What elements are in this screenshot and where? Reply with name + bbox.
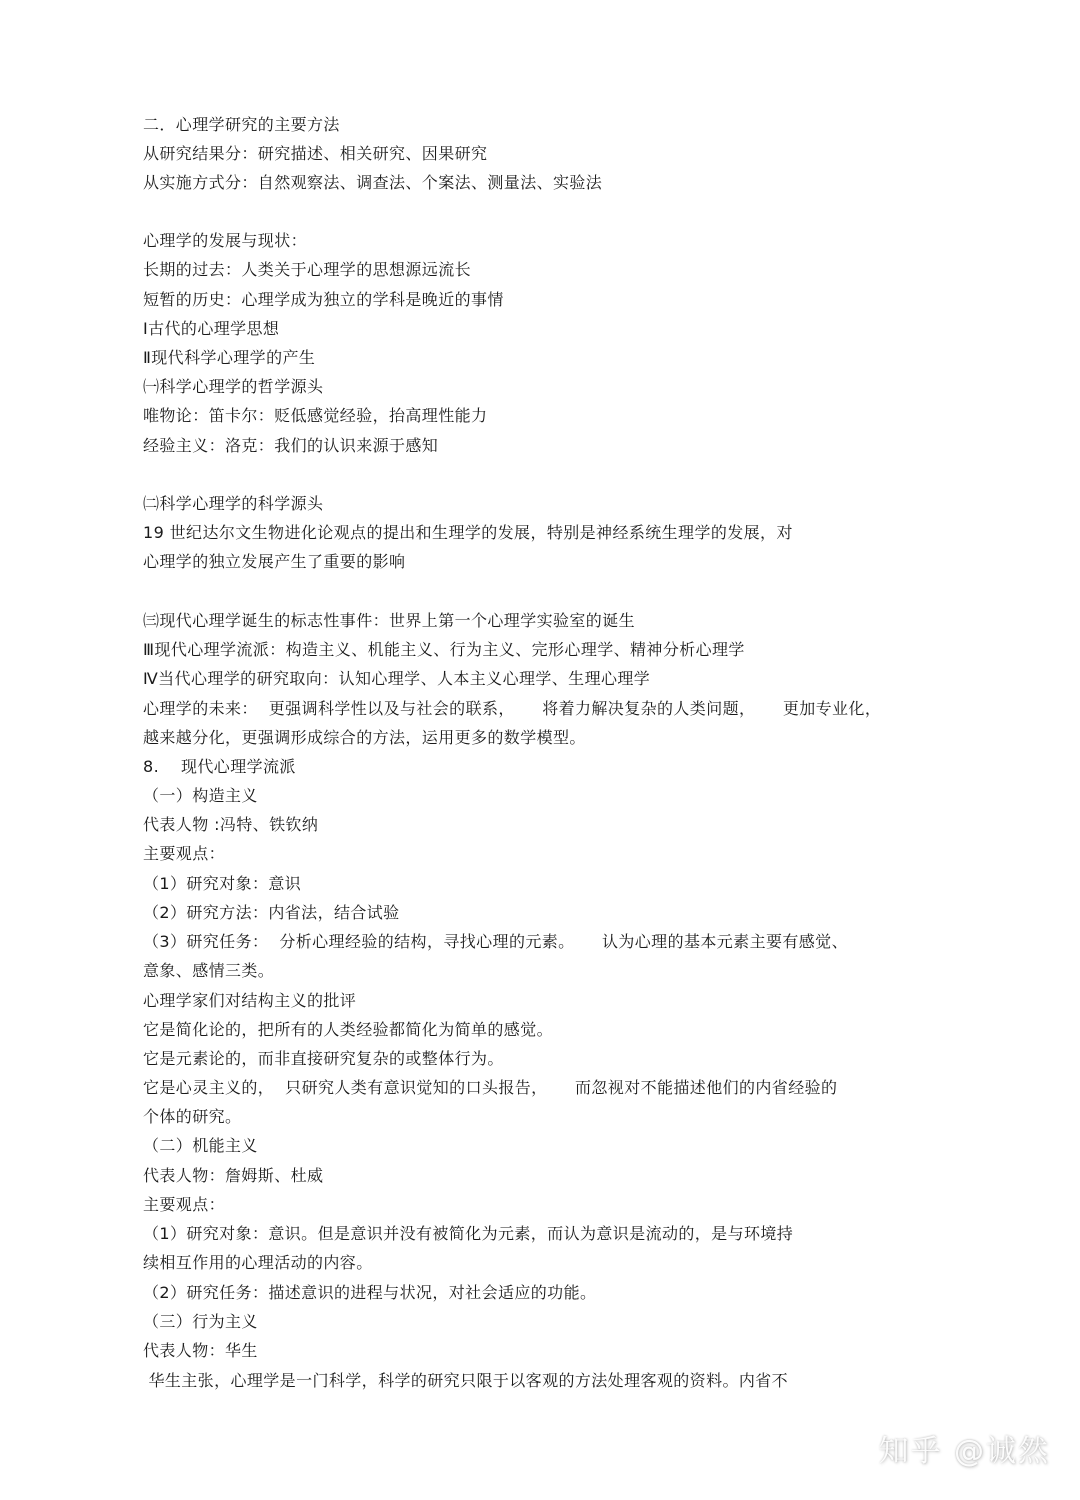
text-line: Ⅲ现代心理学流派：构造主义、机能主义、行为主义、完形心理学、精神分析心理学 bbox=[143, 640, 745, 659]
text-line: （3）研究任务： 分析心理经验的结构，寻找心理的元素。 认为心理的基本元素主要有感觉、 bbox=[143, 932, 848, 951]
text-line: （一）构造主义 bbox=[143, 786, 258, 805]
text-line: 续相互作用的心理活动的内容。 bbox=[143, 1253, 373, 1272]
text-line: （1）研究对象：意识 bbox=[143, 874, 302, 893]
text-line: （三）行为主义 bbox=[143, 1312, 258, 1331]
text-line: ㈡科学心理学的科学源头 bbox=[143, 494, 324, 513]
text-line: （1）研究对象：意识。但是意识并没有被简化为元素，而认为意识是流动的，是与环境持 bbox=[143, 1224, 794, 1243]
text-line: （2）研究方法：内省法，结合试验 bbox=[143, 903, 400, 922]
text-line: 19 世纪达尔文生物进化论观点的提出和生理学的发展，特别是神经系统生理学的发展，对 bbox=[143, 523, 793, 542]
text-line: 主要观点： bbox=[143, 844, 226, 863]
text-line: 心理学的发展与现状： bbox=[143, 231, 308, 250]
text-line: ㈠科学心理学的哲学源头 bbox=[143, 377, 324, 396]
text-line: 它是心灵主义的， 只研究人类有意识觉知的口头报告， 而忽视对不能描述他们的内省经验的 bbox=[143, 1078, 838, 1097]
text-line: 唯物论：笛卡尔：贬低感觉经验，抬高理性能力 bbox=[143, 406, 488, 425]
text-line: 心理学的未来： 更强调科学性以及与社会的联系， 将着力解决复杂的人类问题， 更加专业化， bbox=[143, 699, 882, 718]
text-line: 经验主义：洛克：我们的认识来源于感知 bbox=[143, 436, 439, 455]
text-line: （2）研究任务：描述意识的进程与状况，对社会适应的功能。 bbox=[143, 1283, 597, 1302]
text-line: 二．心理学研究的主要方法 bbox=[143, 115, 340, 134]
text-line: ㈢现代心理学诞生的标志性事件：世界上第一个心理学实验室的诞生 bbox=[143, 611, 636, 630]
watermark-logo: 知乎 @诚然 bbox=[878, 1434, 1050, 1469]
text-line: 它是简化论的，把所有的人类经验都简化为简单的感觉。 bbox=[143, 1020, 554, 1039]
text-line: （二）机能主义 bbox=[143, 1136, 258, 1155]
text-line: 短暂的历史：心理学成为独立的学科是晚近的事情 bbox=[143, 290, 504, 309]
text-line: 从研究结果分：研究描述、相关研究、因果研究 bbox=[143, 144, 488, 163]
text-line: 心理学家们对结构主义的批评 bbox=[143, 991, 357, 1010]
text-line: 长期的过去：人类关于心理学的思想源远流长 bbox=[143, 260, 472, 279]
text-line: 个体的研究。 bbox=[143, 1107, 242, 1126]
text-line: 代表人物：詹姆斯、杜威 bbox=[143, 1166, 324, 1185]
text-line: Ⅳ当代心理学的研究取向：认知心理学、人本主义心理学、生理心理学 bbox=[143, 669, 651, 688]
text-line: 代表人物：华生 bbox=[143, 1341, 258, 1360]
text-line: 8. 现代心理学流派 bbox=[143, 757, 296, 776]
text-line: 越来越分化，更强调形成综合的方法，运用更多的数学模型。 bbox=[143, 728, 586, 747]
text-line: 从实施方式分：自然观察法、调查法、个案法、测量法、实验法 bbox=[143, 173, 603, 192]
text-line: 心理学的独立发展产生了重要的影响 bbox=[143, 552, 406, 571]
text-line: Ⅰ古代的心理学思想 bbox=[143, 319, 280, 338]
text-line: Ⅱ现代科学心理学的产生 bbox=[143, 348, 316, 367]
text-line: 主要观点： bbox=[143, 1195, 226, 1214]
text-line: 华生主张，心理学是一门科学，科学的研究只限于以客观的方法处理客观的资料。内省不 bbox=[143, 1371, 789, 1390]
text-line: 它是元素论的，而非直接研究复杂的或整体行为。 bbox=[143, 1049, 504, 1068]
text-line: 意象、感情三类。 bbox=[143, 961, 275, 980]
text-line: 代表人物 :冯特、铁钦纳 bbox=[143, 815, 319, 834]
